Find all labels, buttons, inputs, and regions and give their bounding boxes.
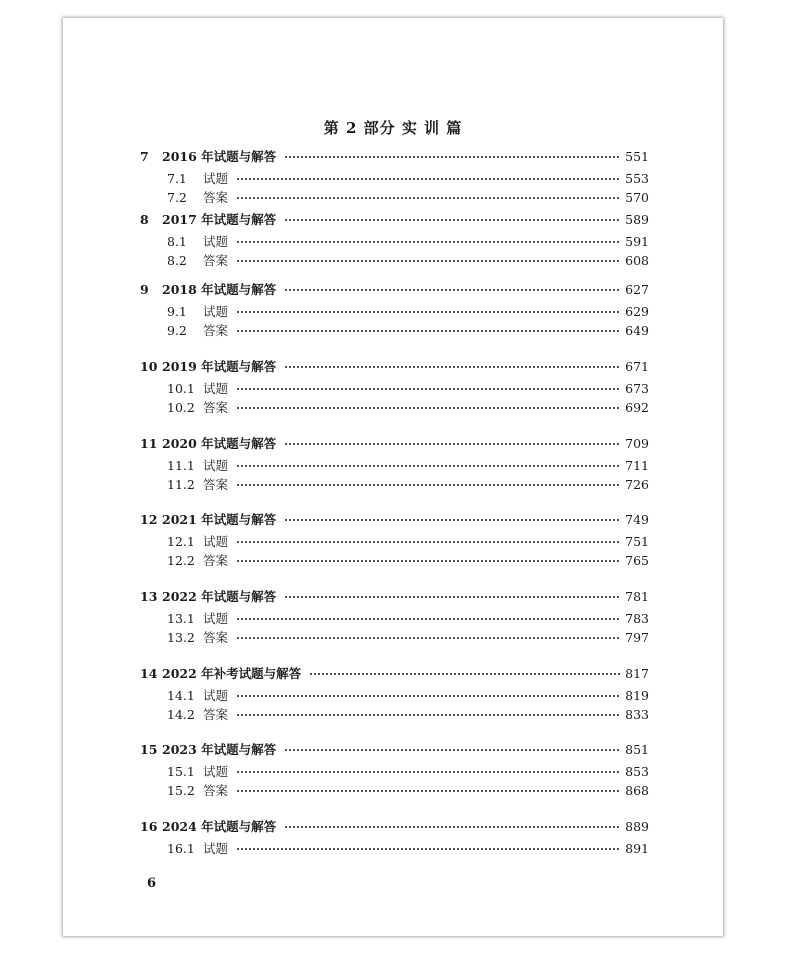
toc-entry-page: 711	[625, 458, 649, 473]
toc-entry-page: 608	[625, 253, 649, 268]
toc-entry-number: 11	[140, 436, 158, 451]
toc-chapter-entry	[140, 436, 649, 452]
toc-section-entry	[140, 400, 649, 416]
toc-section-entry	[140, 534, 649, 550]
toc-chapter-entry	[140, 282, 649, 298]
toc-entry-page: 889	[625, 819, 649, 834]
dot-leader	[236, 771, 621, 773]
document-page	[63, 18, 723, 936]
toc-chapter-entry	[140, 742, 649, 758]
toc-entry-title: 试题	[203, 764, 229, 779]
toc-section-entry	[140, 381, 649, 397]
toc-entry-page: 591	[625, 234, 649, 249]
toc-chapter-entry	[140, 149, 649, 165]
toc-entry-title: 2018 年试题与解答	[162, 282, 277, 297]
toc-section-entry	[140, 477, 649, 493]
toc-entry-number: 15.2	[167, 783, 195, 798]
dot-leader	[236, 848, 621, 850]
toc-entry-number: 15	[140, 742, 158, 757]
dot-leader	[236, 388, 621, 390]
toc-entry-page: 749	[625, 512, 649, 527]
toc-section-entry	[140, 553, 649, 569]
toc-chapter-entry	[140, 512, 649, 528]
toc-entry-page: 709	[625, 436, 649, 451]
dot-leader	[236, 695, 621, 697]
toc-entry-title: 试题	[203, 841, 229, 856]
toc-entry-page: 853	[625, 764, 649, 779]
toc-entry-page: 891	[625, 841, 649, 856]
toc-entry-title: 2017 年试题与解答	[162, 212, 277, 227]
toc-entry-title: 试题	[203, 611, 229, 626]
toc-entry-number: 13.1	[167, 611, 195, 626]
toc-section-entry	[140, 304, 649, 320]
dot-leader	[236, 407, 621, 409]
toc-entry-title: 答案	[203, 630, 229, 645]
dot-leader	[236, 241, 621, 243]
dot-leader	[236, 178, 621, 180]
toc-entry-number: 9.1	[167, 304, 187, 319]
toc-chapter-entry	[140, 212, 649, 228]
dot-leader	[284, 219, 621, 221]
dot-leader	[284, 749, 621, 751]
toc-chapter-entry	[140, 666, 649, 682]
toc-entry-number: 16.1	[167, 841, 195, 856]
dot-leader	[236, 714, 621, 716]
toc-entry-number: 13.2	[167, 630, 195, 645]
toc-entry-title: 答案	[203, 190, 229, 205]
toc-entry-page: 553	[625, 171, 649, 186]
toc-entry-title: 试题	[203, 234, 229, 249]
toc-entry-page: 649	[625, 323, 649, 338]
dot-leader	[284, 596, 621, 598]
toc-entry-number: 12.2	[167, 553, 195, 568]
toc-entry-number: 14.1	[167, 688, 195, 703]
toc-entry-number: 14	[140, 666, 158, 681]
toc-entry-title: 试题	[203, 458, 229, 473]
toc-entry-page: 819	[625, 688, 649, 703]
toc-entry-title: 2016 年试题与解答	[162, 149, 277, 164]
toc-section-entry	[140, 190, 649, 206]
toc-entry-number: 11.1	[167, 458, 195, 473]
dot-leader	[236, 484, 621, 486]
toc-entry-title: 试题	[203, 381, 229, 396]
toc-chapter-entry	[140, 359, 649, 375]
dot-leader	[236, 311, 621, 313]
toc-entry-page: 783	[625, 611, 649, 626]
toc-chapter-entry	[140, 819, 649, 835]
toc-entry-title: 2024 年试题与解答	[162, 819, 277, 834]
toc-section-entry	[140, 764, 649, 780]
toc-entry-title: 试题	[203, 171, 229, 186]
toc-entry-number: 14.2	[167, 707, 195, 722]
dot-leader	[284, 156, 621, 158]
toc-entry-number: 12.1	[167, 534, 195, 549]
toc-section-entry	[140, 688, 649, 704]
dot-leader	[236, 560, 621, 562]
dot-leader	[284, 289, 621, 291]
toc-section-entry	[140, 323, 649, 339]
toc-entry-title: 2022 年试题与解答	[162, 589, 277, 604]
toc-entry-page: 589	[625, 212, 649, 227]
toc-entry-title: 答案	[203, 783, 229, 798]
dot-leader	[236, 541, 621, 543]
toc-entry-number: 9.2	[167, 323, 187, 338]
toc-section-entry	[140, 630, 649, 646]
toc-chapter-entry	[140, 589, 649, 605]
toc-entry-number: 16	[140, 819, 158, 834]
toc-entry-number: 8	[140, 212, 149, 227]
toc-entry-title: 2020 年试题与解答	[162, 436, 277, 451]
dot-leader	[236, 637, 621, 639]
toc-entry-page: 868	[625, 783, 649, 798]
toc-entry-page: 765	[625, 553, 649, 568]
toc-entry-title: 2022 年补考试题与解答	[162, 666, 302, 681]
page-number: 6	[147, 876, 157, 891]
toc-entry-title: 试题	[203, 688, 229, 703]
toc-entry-title: 答案	[203, 477, 229, 492]
toc-entry-number: 11.2	[167, 477, 195, 492]
toc-entry-title: 答案	[203, 707, 229, 722]
dot-leader	[236, 790, 621, 792]
toc-entry-page: 627	[625, 282, 649, 297]
toc-entry-page: 817	[625, 666, 649, 681]
toc-entry-number: 8.1	[167, 234, 187, 249]
toc-entry-title: 试题	[203, 534, 229, 549]
toc-entry-page: 751	[625, 534, 649, 549]
toc-entry-page: 692	[625, 400, 649, 415]
dot-leader	[284, 366, 621, 368]
toc-entry-page: 551	[625, 149, 649, 164]
toc-entry-title: 2019 年试题与解答	[162, 359, 277, 374]
toc-entry-number: 9	[140, 282, 149, 297]
toc-entry-page: 833	[625, 707, 649, 722]
dot-leader	[284, 443, 621, 445]
toc-entry-number: 7.2	[167, 190, 187, 205]
toc-section-entry	[140, 253, 649, 269]
toc-entry-title: 2021 年试题与解答	[162, 512, 277, 527]
toc-entry-title: 答案	[203, 253, 229, 268]
toc-entry-title: 答案	[203, 553, 229, 568]
toc-section-entry	[140, 611, 649, 627]
dot-leader	[236, 618, 621, 620]
toc-entry-title: 2023 年试题与解答	[162, 742, 277, 757]
toc-entry-number: 8.2	[167, 253, 187, 268]
toc-section-entry	[140, 458, 649, 474]
toc-section-entry	[140, 707, 649, 723]
toc-entry-page: 851	[625, 742, 649, 757]
toc-entry-number: 12	[140, 512, 158, 527]
toc-entry-number: 15.1	[167, 764, 195, 779]
dot-leader	[236, 260, 621, 262]
toc-entry-number: 7.1	[167, 171, 187, 186]
dot-leader	[236, 330, 621, 332]
dot-leader	[309, 673, 621, 675]
toc-entry-number: 10.2	[167, 400, 195, 415]
toc-entry-page: 570	[625, 190, 649, 205]
dot-leader	[236, 465, 621, 467]
toc-entry-page: 629	[625, 304, 649, 319]
toc-section-entry	[140, 171, 649, 187]
toc-entry-title: 答案	[203, 400, 229, 415]
dot-leader	[284, 826, 621, 828]
toc-entry-title: 试题	[203, 304, 229, 319]
toc-entry-page: 797	[625, 630, 649, 645]
toc-section-entry	[140, 234, 649, 250]
toc-section-entry	[140, 783, 649, 799]
toc-entry-title: 答案	[203, 323, 229, 338]
dot-leader	[236, 197, 621, 199]
toc-entry-page: 673	[625, 381, 649, 396]
toc-entry-number: 10	[140, 359, 158, 374]
toc-section-entry	[140, 841, 649, 857]
toc-entry-number: 13	[140, 589, 158, 604]
section-title: 第 2 部分 实 训 篇	[323, 119, 463, 137]
toc-entry-number: 10.1	[167, 381, 195, 396]
dot-leader	[284, 519, 621, 521]
toc-entry-page: 726	[625, 477, 649, 492]
toc-entry-number: 7	[140, 149, 149, 164]
toc-entry-page: 671	[625, 359, 649, 374]
toc-entry-page: 781	[625, 589, 649, 604]
